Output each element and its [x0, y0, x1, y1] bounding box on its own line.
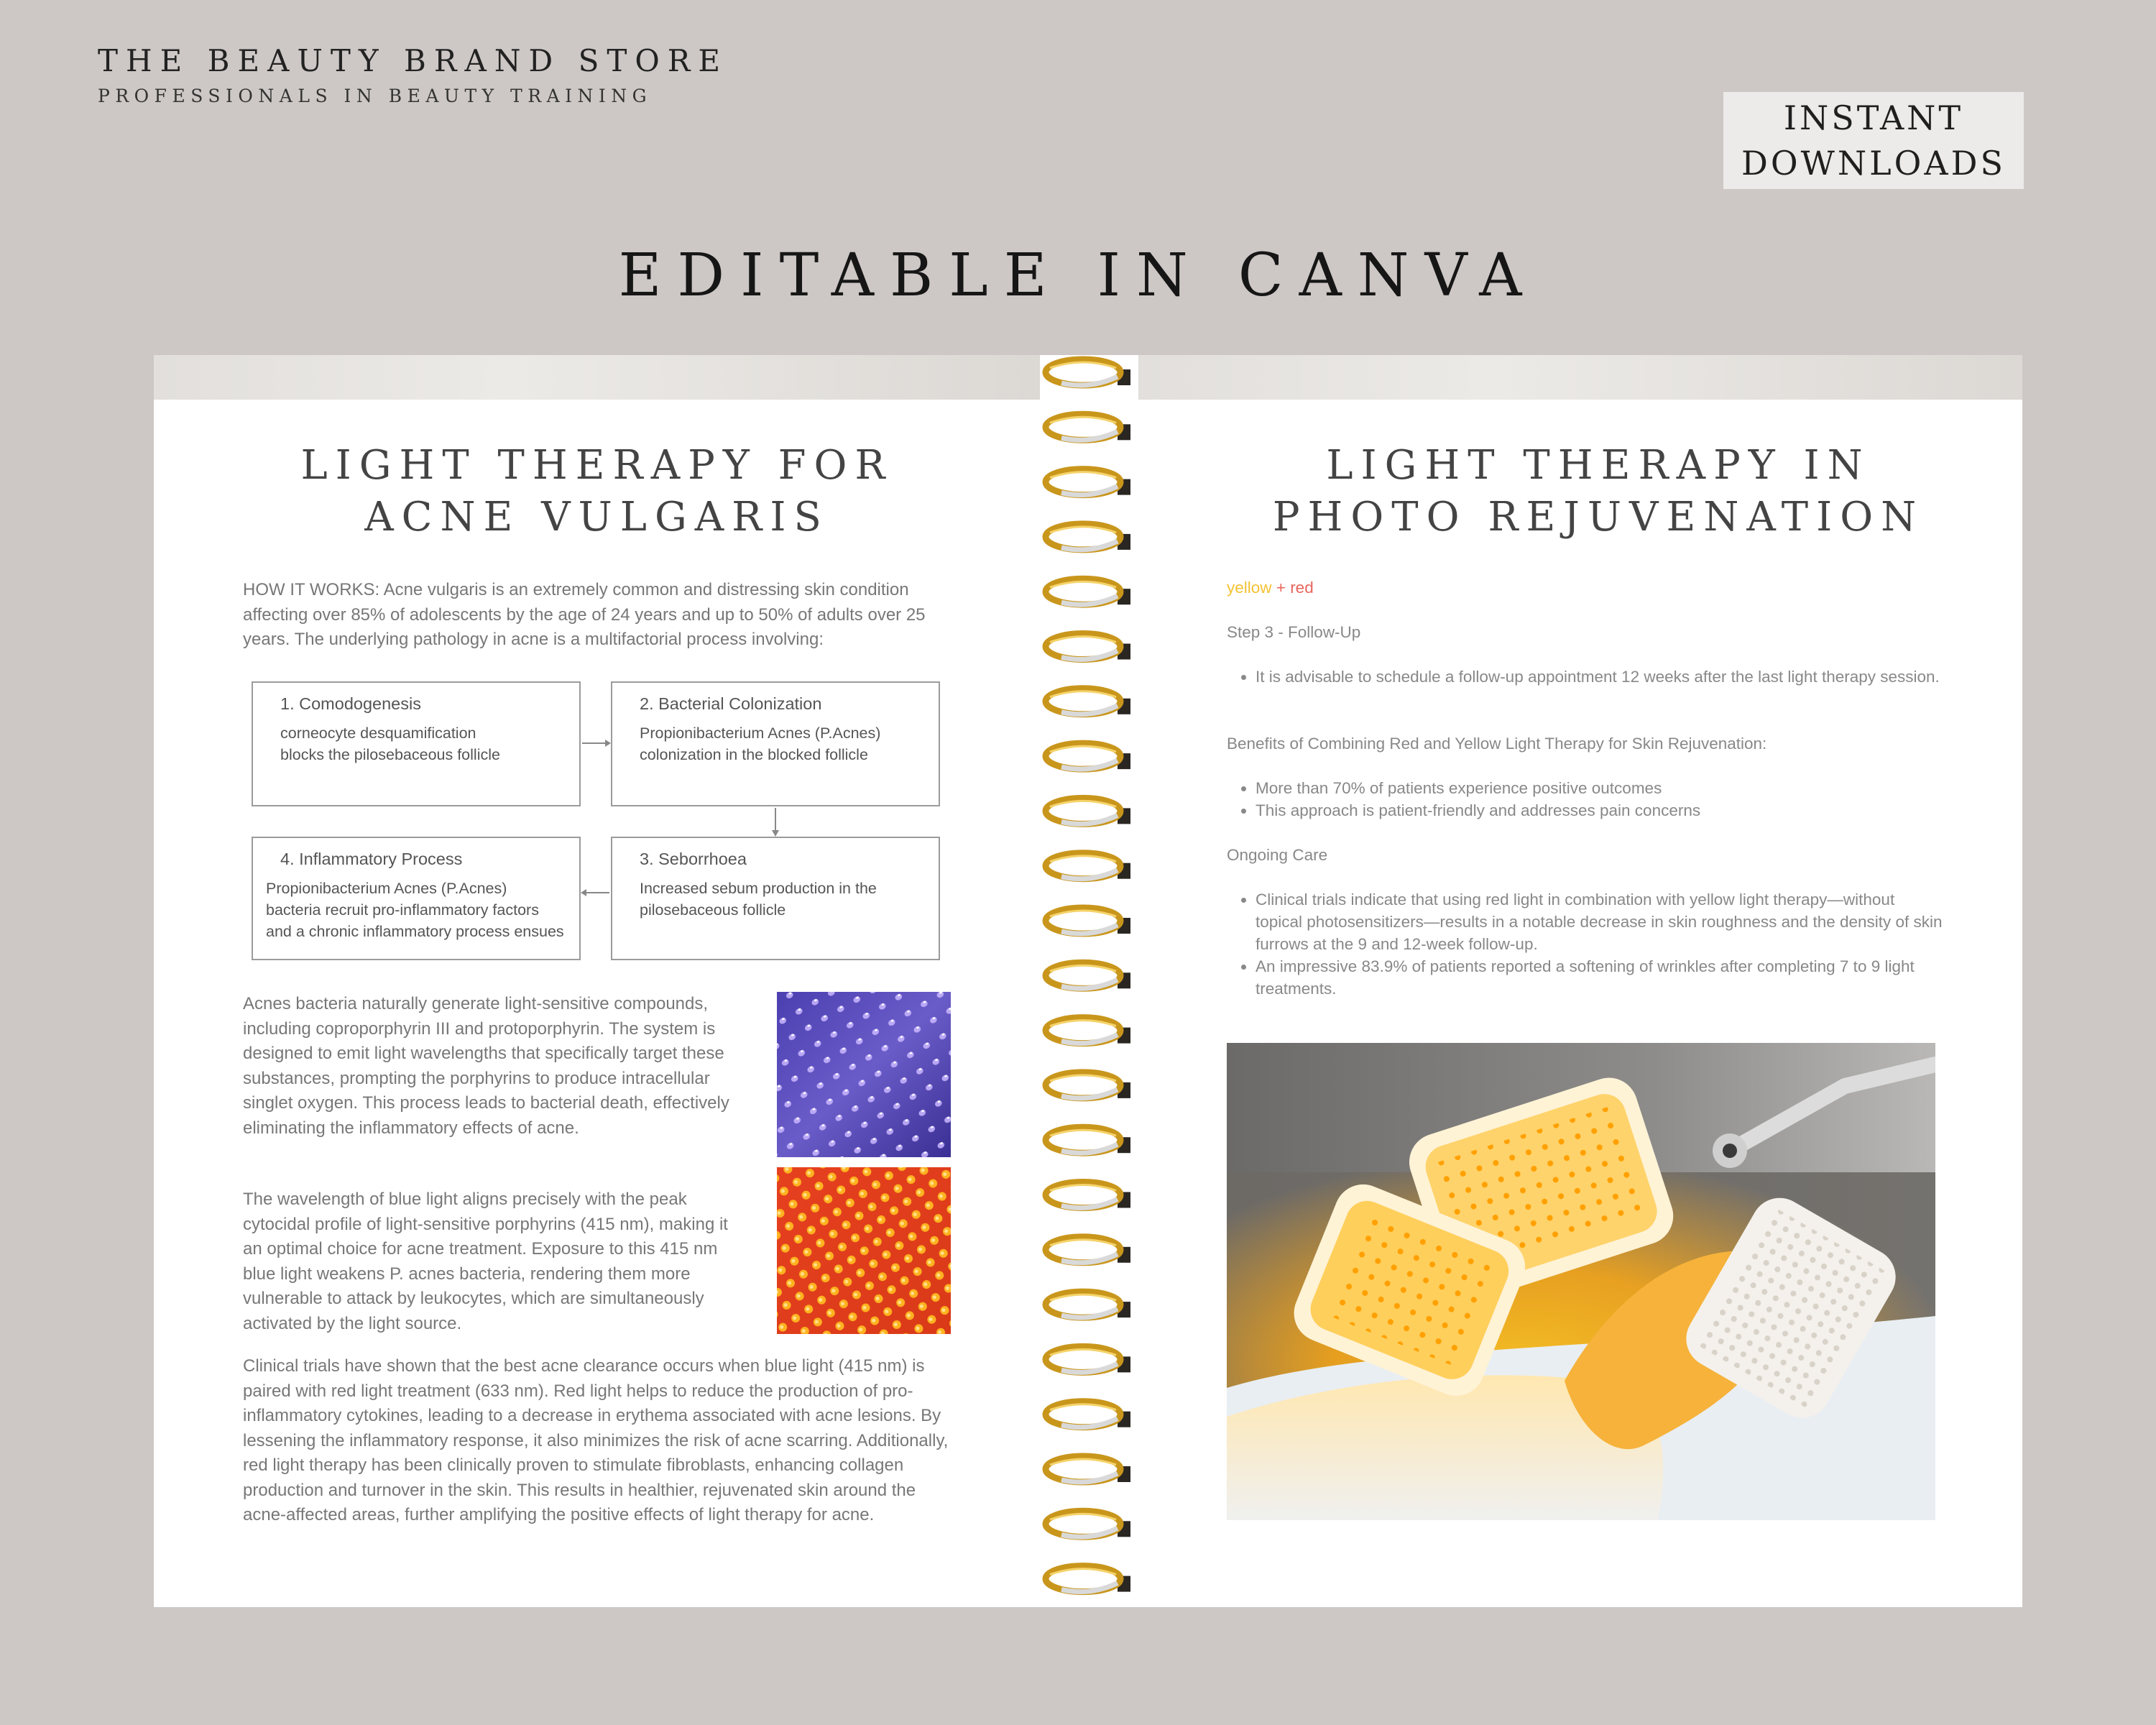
ongoing-care-list — [1227, 888, 1945, 1000]
care-item-1: • Clinical trials indicate that using red light in combination with yellow light therapy—without topical photosensitizers—results in a notable decrease in skin roughness and the density of skin furrows at the 9 and 12-week follow-up. — [1256, 888, 1945, 955]
step-box-bacterial-colonization — [611, 681, 940, 806]
binding-ring-icon — [1046, 1182, 1130, 1208]
step-3-line-1: Increased sebum production in the — [640, 880, 877, 897]
care-item-2: • An impressive 83.9% of patients reported a softening of wrinkles after completing 7 to 9 light treatments. — [1256, 955, 1945, 1000]
step-4-line-3: and a chronic inflammatory process ensues — [266, 923, 564, 940]
binding-rings — [1040, 355, 1138, 1607]
binding-ring-icon — [1046, 908, 1130, 934]
binding-ring-icon — [1046, 743, 1130, 769]
binding-ring-icon — [1046, 1511, 1130, 1537]
binding-ring-icon — [1046, 689, 1130, 714]
red-label: red — [1290, 579, 1314, 597]
binding-ring-icon — [1046, 853, 1130, 879]
binding-ring-icon — [1046, 1566, 1130, 1592]
binding-ring-icon — [1046, 469, 1130, 495]
intro-paragraph: HOW IT WORKS: Acne vulgaris is an extremely common and distressing skin condition affecting over 85% of adolescents by the age of 24 years and up to 50% of adults over 25 years. The underlying pathology in acne is a multifactorial process involving: — [243, 580, 926, 649]
binding-ring-icon — [1046, 1072, 1130, 1098]
step-box-inflammatory-process — [252, 837, 581, 960]
clinical-trials-paragraph: Clinical trials have shown that the best acne clearance occurs when blue light (415 nm) is paired with red light treatment (633 nm). Red light helps to reduce the production of pro-inflammatory cytokines, leading to a decrease in erythema associated with acne lesions. By lessening the inflammatory response, it also minimizes the risk of acne scarring. Additionally, red light therapy has been clinically proven to stimulate fibroblasts, enhancing collagen production and turnover in the skin. This results in healthier, rejuvenated skin around the acne-affected areas, further amplifying the positive effects of light therapy for acne. — [243, 1356, 949, 1524]
left-title-line-2: ACNE VULGARIS — [364, 494, 829, 540]
binding-ring-icon — [1046, 359, 1130, 385]
binding-ring-icon — [1046, 634, 1130, 660]
led-facial-treatment-photo — [1227, 1043, 1935, 1520]
step-3-line-2: pilosebaceous follicle — [640, 901, 786, 919]
binding-ring-icon — [1046, 962, 1130, 988]
step-3-title: 3. Seborrhoea — [640, 850, 747, 868]
brand-tagline: PROFESSIONALS IN BEAUTY TRAINING — [98, 86, 653, 106]
spiral-binding — [1040, 355, 1138, 1607]
blue-bacteria-microscopy-image — [777, 992, 951, 1157]
binding-ring-icon — [1046, 1402, 1130, 1427]
yellow-label: yellow — [1227, 579, 1272, 597]
plus-sign: + — [1271, 579, 1291, 597]
step-2-line-1: Propionibacterium Acnes (P.Acnes) — [640, 724, 881, 742]
binding-ring-icon — [1046, 1346, 1130, 1372]
step-1-title: 1. Comodogenesis — [280, 694, 421, 713]
right-title-line-2: PHOTO REJUVENATION — [1272, 494, 1925, 540]
left-title-line-1: LIGHT THERAPY FOR — [300, 442, 893, 489]
binding-ring-icon — [1046, 1127, 1130, 1153]
binding-ring-icon — [1046, 524, 1130, 550]
binding-ring-icon — [1046, 1292, 1130, 1317]
step-2-line-2: colonization in the blocked follicle — [640, 746, 868, 763]
step-3-heading: Step 3 - Follow-Up — [1227, 623, 1361, 641]
step-1-line-2: blocks the pilosebaceous follicle — [280, 746, 500, 763]
benefits-heading: Benefits of Combining Red and Yellow Light Therapy for Skin Rejuvenation: — [1227, 735, 1767, 753]
binding-ring-icon — [1046, 579, 1130, 604]
binding-ring-icon — [1046, 798, 1130, 824]
headline: EDITABLE IN CANVA — [618, 242, 1538, 310]
step-4-line-2: bacteria recruit pro-inflammatory factors — [266, 901, 539, 919]
benefit-item-1: • More than 70% of patients experience positive outcomes — [1256, 777, 1945, 799]
badge-line-2: DOWNLOADS — [1741, 143, 2006, 183]
binding-ring-icon — [1046, 414, 1130, 440]
binding-ring-icon — [1046, 1237, 1130, 1263]
instant-downloads-badge — [1723, 92, 2024, 189]
step-4-title: 4. Inflammatory Process — [280, 850, 463, 868]
right-title-line-1: LIGHT THERAPY IN — [1326, 442, 1871, 489]
step-4-line-1: Propionibacterium Acnes (P.Acnes) — [266, 880, 507, 897]
arrow-down-icon — [768, 806, 783, 837]
step-2-title: 2. Bacterial Colonization — [640, 694, 822, 713]
right-page-title — [1239, 440, 1958, 543]
follow-up-item: • It is advisable to schedule a follow-up appointment 12 weeks after the last light therapy session. — [1256, 666, 1945, 688]
blue-light-paragraph: The wavelength of blue light aligns precisely with the peak cytocidal profile of light-sensitive porphyrins (415 nm), making it an optimal choice for acne treatment. Exposure to this 415 nm blue light weakens P. acnes bacteria, rendering them more vulnerable to attack by leukocytes, which are simultaneously activated by the light source. — [243, 1190, 728, 1333]
brand-name: THE BEAUTY BRAND STORE — [98, 43, 729, 78]
orange-bacteria-microscopy-image — [777, 1167, 951, 1334]
right-page-band — [1138, 355, 2022, 400]
benefits-list — [1227, 777, 1945, 822]
binding-ring-icon — [1046, 1018, 1130, 1044]
brand-block — [98, 43, 728, 106]
left-page-band — [154, 355, 1040, 400]
badge-line-1: INSTANT — [1783, 98, 1964, 138]
step-1-line-1: corneocyte desquamification — [280, 724, 476, 742]
ongoing-care-heading: Ongoing Care — [1227, 846, 1328, 864]
benefit-item-2: • This approach is patient-friendly and addresses pain concerns — [1256, 799, 1945, 822]
arrow-right-icon — [581, 736, 611, 750]
step-box-seborrhoea — [611, 837, 940, 960]
binding-ring-icon — [1046, 1456, 1130, 1482]
left-page — [154, 355, 1040, 1607]
porphyrin-paragraph: Acnes bacteria naturally generate light-sensitive compounds, including coproporphyrin III and protoporphyrin. The system is designed to emit light wavelengths that specifically target these substances, prompting the porphyrins to produce intracellular singlet oxygen. This process leads to bacterial death, effectively eliminating the inflammatory effects of acne. — [243, 994, 729, 1138]
follow-up-list — [1227, 666, 1945, 688]
step-box-comodogenesis — [252, 681, 581, 806]
left-page-title — [154, 440, 1040, 543]
light-colors-label — [1227, 576, 1945, 599]
arrow-left-icon — [581, 886, 611, 900]
